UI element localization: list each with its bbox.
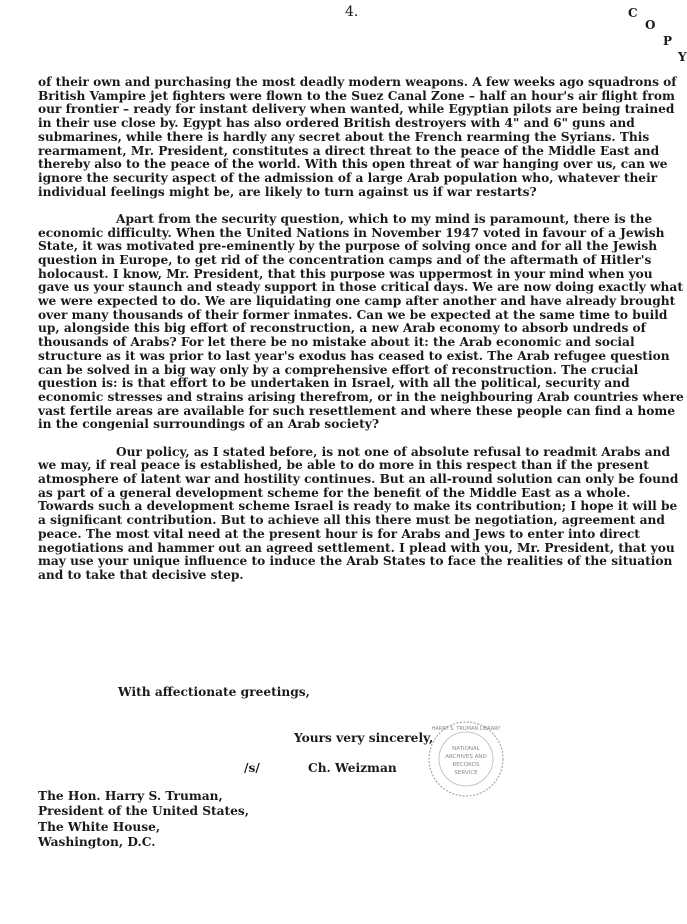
copy-letter: O [645,18,656,32]
stamp-text: ARCHIVES AND [445,754,487,760]
archive-stamp-icon [425,718,507,800]
stamp-text: HARRY S. TRUMAN LIBRARY [431,726,501,732]
stamp-text: RECORDS [452,762,480,768]
stamp-text: NATIONAL [452,746,480,752]
copy-letter: P [663,34,673,48]
address-line: The Hon. Harry S. Truman, [38,789,223,803]
address-line: President of the United States, [38,804,250,819]
paragraph-policy: Our policy, as I stated before, is not one of absolute refusal to readmit Arabs and we may, if real peace is established, be able to do more in this respect than if the present atmosphere of latent war and hostility continues. But an all-round solution can only be found as part of a general development scheme for the benefit of the Middle East as a whole. Towards such a development scheme Israel is ready to make its contribution; I hope it will be a significant contribution. But to achieve all this there must be negotiation, agreement and peace. The most vital need at the present hour is for Arabs and Jews to enter into direct negotiations and hammer out an agreed settlement. I plead with you, Mr. President, that you may use your unique influence to induce the Arab States to face the realities of the situation and to take that decisive step. [38,444,679,582]
address-line: The White House, [38,819,161,834]
greeting: With affectionate greetings, [118,685,310,699]
letter-body [38,76,686,583]
signer-name: Ch. Weizman [308,761,397,775]
closing: Yours very sincerely, [294,731,434,745]
copy-letter: Y [678,50,687,64]
page-number: 4. [345,4,359,20]
recipient-address [38,789,249,850]
copy-letter: C [628,6,638,20]
signature-mark: /s/ [244,761,260,775]
stamp-text: SERVICE [454,770,478,776]
paragraph-weapons: of their own and purchasing the most deadly modern weapons. A few weeks ago squadrons of British Vampire jet fighters were flown to the Suez Canal Zone – half an hour's air flight from our frontier – ready for instant delivery when wanted, while Egyptian pilots are being trained in their use close by. Egypt has also ordered British destroyers with 4" and 6" guns and submarines, while there is hardly any secret about the French rearming the Syrians. This rearmament, Mr. President, constitutes a direct threat to the peace of the Middle East and thereby also to the peace of the world. With this open threat of war hanging over us, can we ignore the security aspect of the admission of a large Arab population who, whatever their individual feelings might be, are likely to turn against us if war restarts? [38,75,677,199]
address-line: Washington, D.C. [38,834,156,849]
paragraph-economic: Apart from the security question, which to my mind is paramount, there is the economic difficulty. When the United Nations in November 1947 voted in favour of a Jewish State, it was motivated pre-eminently by the purpose of solving once and for all the Jewish question in Europe, to get rid of the concentration camps and of the aftermath of Hitler's holocaust. I know, Mr. President, that this purpose was uppermost in your mind when you gave us your staunch and steady support in those critical days. We are now doing exactly what we were expected to do. We are liquidating one camp after another and have already brought over many thousands of their former inmates. Can we be expected at the same time to build up, alongside this big effort of reconstruction, a new Arab economy to absorb undreds of thousands of Arabs? For let there be no mistake about it: the Arab economic and social structure as it was prior to last year's exodus has ceased to exist. The Arab refugee question can be solved in a big way only by a comprehensive effort of reconstruction. The crucial question is: is that effort to be undertaken in Israel, with all the political, security and economic stresses and strains arising therefrom, or in the neighbouring Arab countries where vast fertile areas are available for such resettlement and where these people can find a home in the congenial surroundings of an Arab society? [38,211,684,432]
